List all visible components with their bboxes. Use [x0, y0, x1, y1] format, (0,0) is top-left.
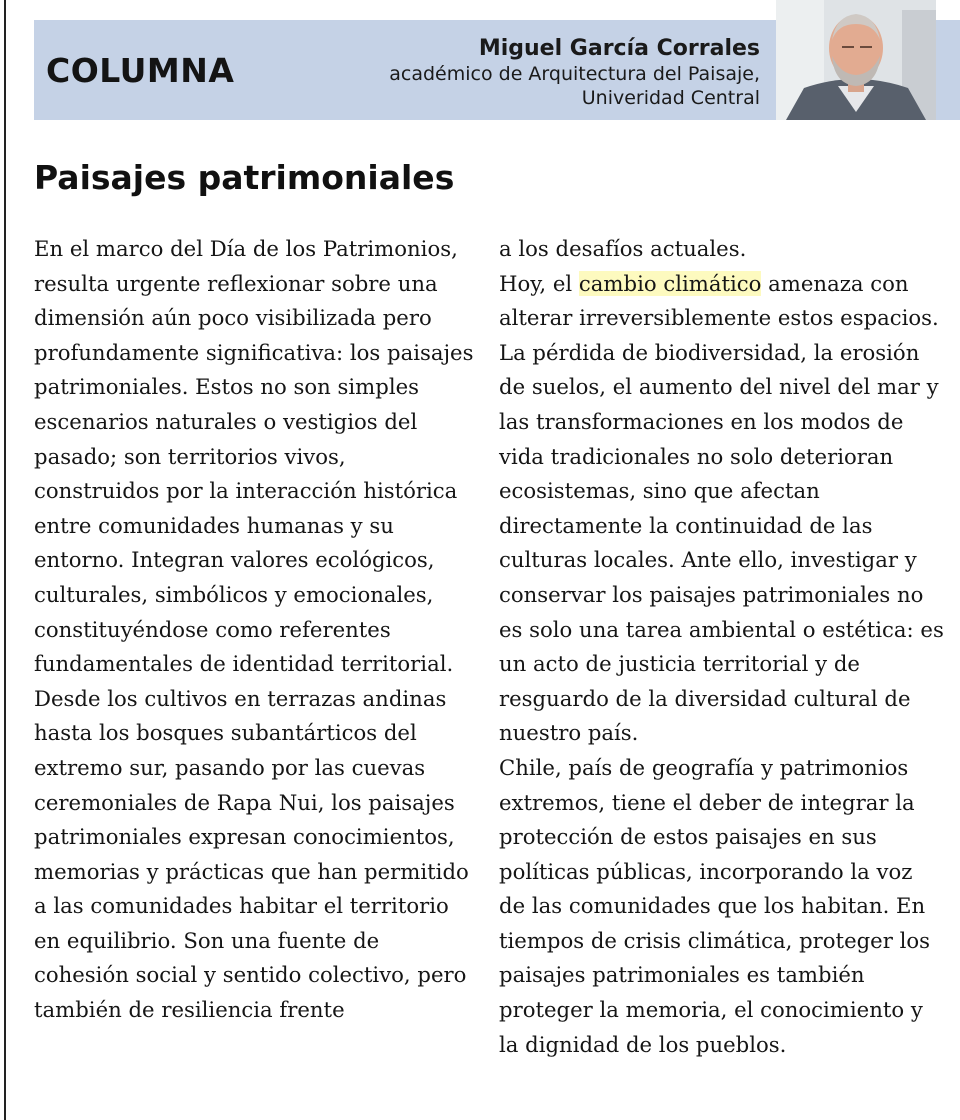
- author-role-line1: académico de Arquitectura del Paisaje,: [389, 63, 760, 85]
- author-role-line2: Univeridad Central: [581, 87, 760, 109]
- author-byline: [389, 36, 760, 110]
- paragraph-3: [499, 267, 945, 751]
- section-label: COLUMNA: [46, 51, 235, 90]
- highlighted-link-text[interactable]: cambio climático: [578, 270, 762, 296]
- article-column-left: [34, 232, 476, 1112]
- author-portrait-image: [776, 0, 936, 120]
- left-border-rule: [4, 0, 6, 1120]
- article-title: Paisajes patrimoniales: [34, 158, 455, 197]
- paragraph-2: Desde los cultivos en terrazas andinas hasta los bosques subantárticos del extremo sur, pasando por las cuevas ceremoniales de Rapa Nui, los paisajes patrimoniales expresan conocimientos, memorias y prácticas que han permitido a las comunidades habitar el territorio en equilibrio. Son una fuente de cohesión social y sentido colectivo, pero también de resiliencia frente: [34, 685, 469, 1023]
- author-photo: [776, 0, 936, 120]
- paragraph-2-continued: a los desafíos actuales.: [499, 236, 747, 261]
- author-name: Miguel García Corrales: [478, 36, 760, 61]
- column-header-band: [34, 20, 960, 120]
- paragraph-4: Chile, país de geografía y patrimonios extremos, tiene el deber de integrar la protección de estos paisajes en sus políticas públicas, incorporando la voz de las comunidades que los habitan. En tiempos de crisis climática, proteger los paisajes patrimoniales es también proteger la memoria, el conocimiento y la dignidad de los pueblos.: [499, 754, 930, 1057]
- article-column-right: [499, 232, 945, 1112]
- paragraph-1: En el marco del Día de los Patrimonios, resulta urgente reflexionar sobre una dimensión aún poco visibilizada pero profundamente significativa: los paisajes patrimoniales. Estos no son simples escenarios naturales o vestigios del pasado; son territorios vivos, construidos por la interacción histórica entre comunidades humanas y su entorno. Integran valores ecológicos, culturales, simbólicos y emocionales, constituyéndose como referentes fundamentales de identidad territorial.: [34, 236, 474, 677]
- paragraph-3-start: Hoy, el: [499, 270, 573, 296]
- paragraph-3-rest: amenaza con alterar irreversiblemente estos espacios. La pérdida de biodiversidad, la erosión de suelos, el aumento del nivel del mar y las transformaciones en los modos de vida tradicionales no solo deterioran ecosistemas, sino que afectan directamente la continuidad de las culturas locales. Ante ello, investigar y conservar los paisajes patrimoniales no es solo una tarea ambiental o estética: es un acto de justicia territorial y de resguardo de la diversidad cultural de nuestro país.: [499, 270, 944, 746]
